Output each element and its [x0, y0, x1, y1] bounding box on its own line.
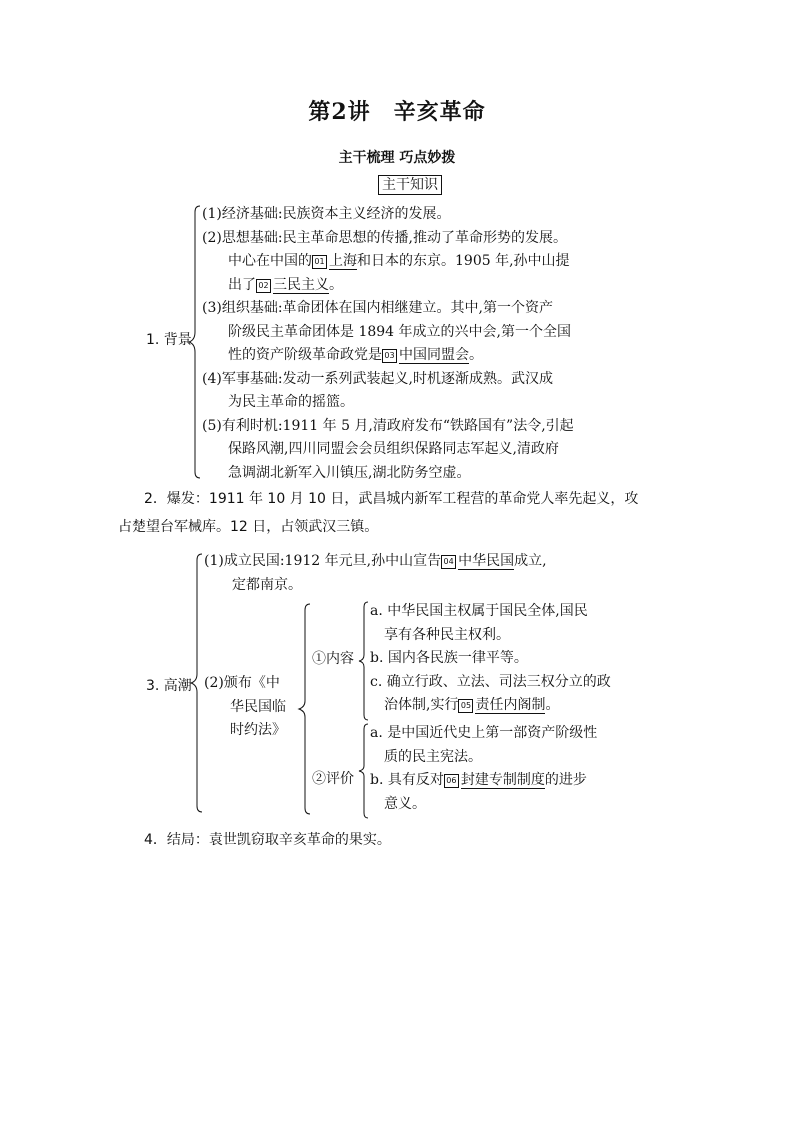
content-item-a: a. 中华民国主权属于国民全体,国民: [370, 603, 588, 619]
background-item-military-cont: 为民主革命的摇篮。: [228, 394, 354, 410]
constitution-brace: [296, 602, 312, 816]
climax-label: 3. 高潮: [146, 678, 192, 694]
provisional-constitution-label: (2)颁布《中 华民国临 时约法》: [204, 675, 286, 738]
answer-number-box: 03: [382, 349, 397, 363]
climax-item-founding: (1)成立民国:1912 年元旦,孙中山宣告 04 中华民国成立,: [204, 553, 547, 569]
content-item-c: c. 确立行政、立法、司法三权分立的政: [370, 673, 611, 690]
content-item-a-cont: 享有各种民主权利。: [384, 626, 510, 643]
background-item-thought-cont2: 出了 02 三民主义。: [228, 276, 343, 293]
background-label: 1. 背景: [146, 332, 192, 348]
answer-number-box: 01: [312, 255, 327, 269]
background-item-organization: (3)组织基础:革命团体在国内相继建立。其中,第一个资产: [202, 300, 553, 316]
background-item-thought: (2)思想基础:民主革命思想的传播,推动了革命形势的发展。: [202, 229, 567, 246]
answer-tongmenghui: 中国同盟会: [399, 347, 469, 363]
background-item-economy: (1)经济基础:民族资本主义经济的发展。: [202, 206, 451, 222]
content-item-b: b. 国内各民族一律平等。: [370, 650, 528, 666]
background-item-military: (4)军事基础:发动一系列武装起义,时机逐渐成熟。武汉成: [202, 370, 553, 387]
content-list: [370, 600, 611, 718]
background-list: [202, 203, 574, 485]
answer-shanghai: 上海: [329, 253, 357, 269]
climax-brace: [188, 552, 204, 814]
page-title: 第2讲 辛亥革命: [308, 99, 486, 125]
background-item-thought-cont: 中心在中国的 01 上海和日本的东京。1905 年,孙中山提: [228, 253, 570, 269]
background-item-opportunity-cont2: 急调湖北新军入川镇压,湖北防务空虚。: [228, 464, 471, 481]
background-item-opportunity: (5)有利时机:1911 年 5 月,清政府发布“铁路国有”法令,引起: [202, 417, 574, 434]
evaluation-item-b-cont: 意义。: [384, 795, 426, 812]
outcome-line: 4．结局：袁世凯窃取辛亥革命的果实。: [144, 832, 391, 848]
background-item-organization-cont: 阶级民主革命团体是 1894 年成立的兴中会,第一个全国: [228, 323, 571, 340]
answer-number-box: 04: [441, 555, 456, 569]
answer-cabinet-system: 责任内阁制: [475, 697, 546, 713]
evaluation-label: ②评价: [312, 771, 354, 787]
content-label: ①内容: [312, 651, 354, 667]
evaluation-item-a-cont: 质的民主宪法。: [384, 748, 482, 765]
background-item-opportunity-cont: 保路风潮,四川同盟会会员组织保路同志军起义,清政府: [228, 441, 559, 457]
answer-number-box: 05: [458, 699, 473, 713]
outbreak-paragraph: [118, 485, 638, 541]
outbreak-line-2: 占楚望台军械库。12 日，占领武汉三镇。: [118, 519, 379, 535]
evaluation-list: [370, 722, 597, 816]
answer-number-box: 06: [444, 774, 459, 788]
content-brace: [356, 600, 370, 722]
background-brace: [186, 204, 202, 480]
climax-item-founding-cont: 定都南京。: [232, 577, 302, 593]
content-item-c-cont: 治体制,实行 05 责任内阁制。: [384, 697, 560, 713]
background-item-organization-cont2: 性的资产阶级革命政党是 03 中国同盟会。: [228, 347, 483, 363]
answer-three-principles: 三民主义: [273, 276, 329, 293]
section-subtitle: 主干梳理 巧点妙拨: [338, 150, 456, 166]
boxed-heading: 主干知识: [378, 175, 442, 195]
answer-republic-of-china: 中华民国: [458, 553, 515, 569]
answer-feudal-autocracy: 封建专制制度: [460, 772, 545, 788]
evaluation-brace: [356, 722, 370, 820]
evaluation-item-a: a. 是中国近代史上第一部资产阶级性: [370, 725, 598, 741]
outbreak-line-1: 2．爆发：1911 年 10 月 10 日，武昌城内新军工程营的革命党人率先起义，攻: [144, 491, 639, 507]
answer-number-box: 02: [256, 279, 271, 293]
evaluation-item-b: b. 具有反对 06 封建专制制度的进步: [370, 772, 587, 788]
